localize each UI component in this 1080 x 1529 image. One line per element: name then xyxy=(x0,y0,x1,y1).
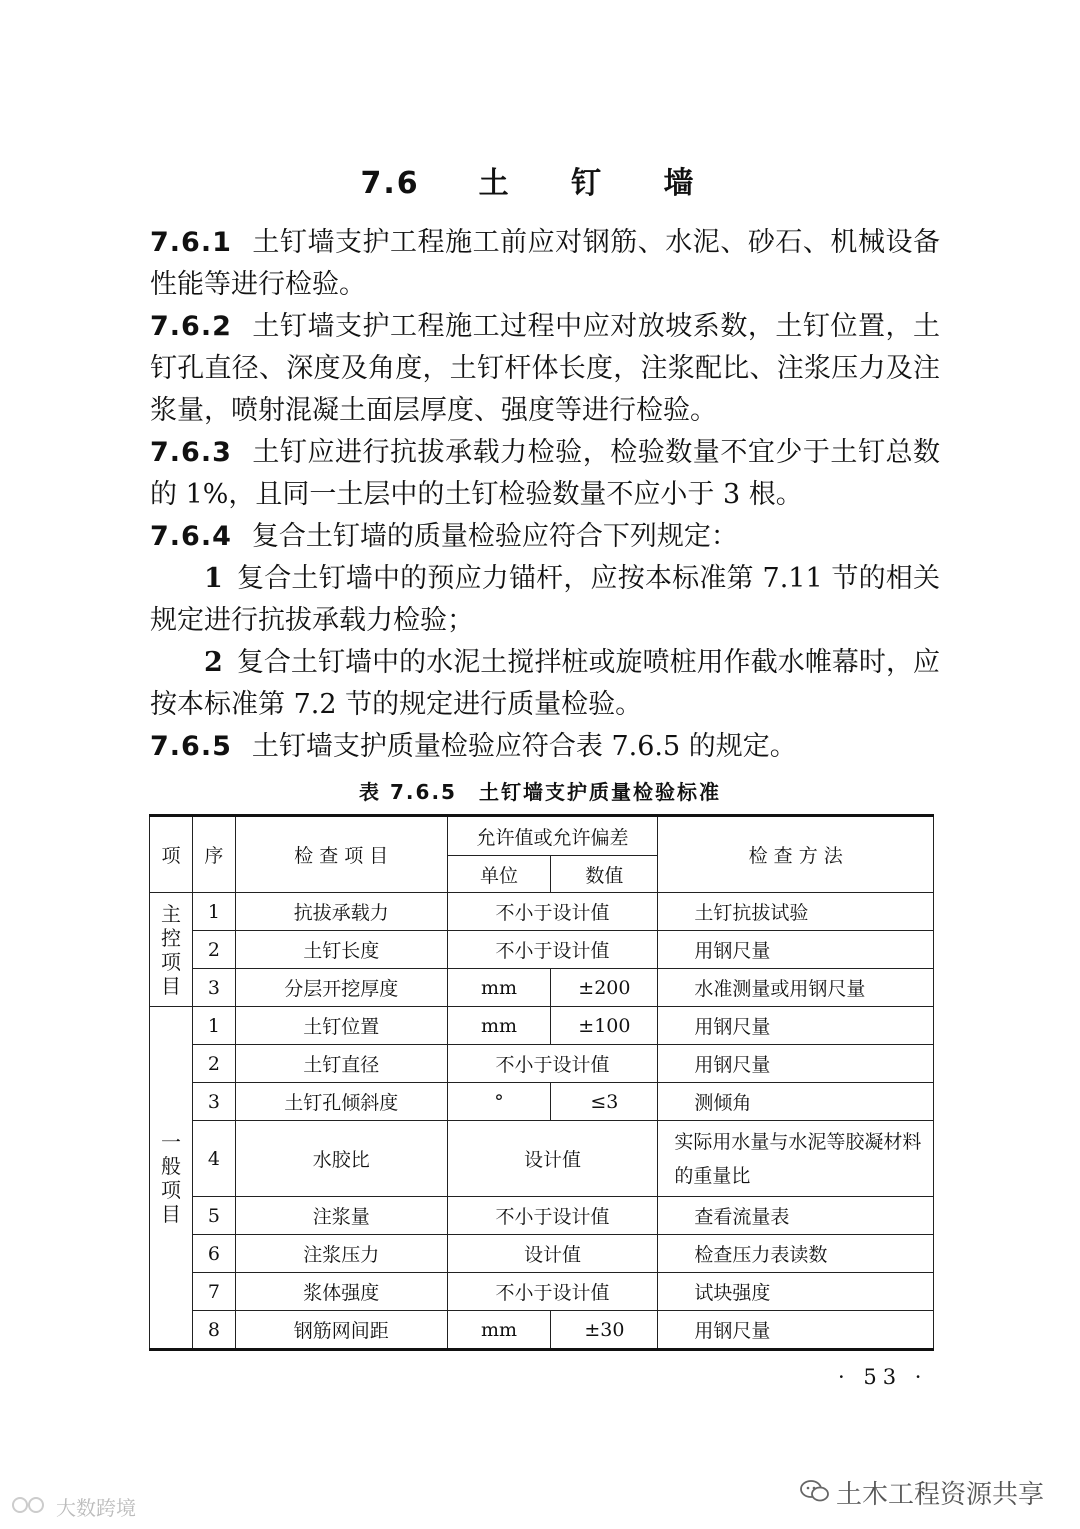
item-cell: 抗拔承载力 xyxy=(235,893,447,931)
seq-cell: 3 xyxy=(192,969,235,1007)
method-cell: 查看流量表 xyxy=(658,1197,934,1235)
seq-cell: 1 xyxy=(192,893,235,931)
method-cell: 用钢尺量 xyxy=(658,931,934,969)
clause-text: 土钉墙支护工程施工过程中应对放坡系数，土钉位置，土钉孔直径、深度及角度，土钉杆体长度，注浆配比、注浆压力及注浆量，喷射混凝土面层厚度、强度等进行检验。 xyxy=(150,311,940,426)
table-row xyxy=(150,1235,934,1273)
header-method: 检 查 方 法 xyxy=(658,816,934,893)
seq-cell: 7 xyxy=(192,1273,235,1311)
allow-merged-cell: 不小于设计值 xyxy=(447,931,658,969)
method-cell: 用钢尺量 xyxy=(658,1311,934,1350)
clause-text: 复合土钉墙的质量检验应符合下列规定： xyxy=(251,521,738,552)
clause-item-2 xyxy=(150,642,940,726)
header-value: 数值 xyxy=(551,856,658,893)
header-seq: 序 xyxy=(192,816,235,893)
unit-cell: mm xyxy=(447,1311,551,1350)
seq-cell: 2 xyxy=(192,931,235,969)
item-cell: 注浆压力 xyxy=(235,1235,447,1273)
clause-item-1 xyxy=(150,558,940,642)
clause-text: 土钉墙支护工程施工前应对钢筋、水泥、砂石、机械设备性能等进行检验。 xyxy=(150,227,940,300)
item-text: 复合土钉墙中的水泥土搅拌桩或旋喷桩用作截水帷幕时，应按本标准第 7.2 节的规定进行质量检验。 xyxy=(150,647,940,720)
brand-logo-icon xyxy=(10,1495,50,1520)
item-cell: 土钉孔倾斜度 xyxy=(235,1083,447,1121)
item-cell: 浆体强度 xyxy=(235,1273,447,1311)
header-unit: 单位 xyxy=(447,856,551,893)
item-cell: 土钉长度 xyxy=(235,931,447,969)
general-category-label: 一般项目 xyxy=(160,1129,181,1226)
section-name: 土 钉 墙 xyxy=(478,166,720,201)
value-cell: ±30 xyxy=(551,1311,658,1350)
clause-7-6-3 xyxy=(150,432,940,516)
item-cell: 分层开挖厚度 xyxy=(235,969,447,1007)
table-row xyxy=(150,893,934,931)
page-number: · 53 · xyxy=(838,1365,928,1389)
table-row xyxy=(150,1311,934,1350)
item-cell: 土钉直径 xyxy=(235,1045,447,1083)
clause-number: 7.6.5 xyxy=(150,731,232,762)
table-row xyxy=(150,1007,934,1045)
header-item: 检 查 项 目 xyxy=(235,816,447,893)
seq-cell: 3 xyxy=(192,1083,235,1121)
seq-cell: 4 xyxy=(192,1121,235,1197)
value-cell: ≤3 xyxy=(551,1083,658,1121)
clause-number: 7.6.2 xyxy=(150,311,232,342)
allow-merged-cell: 不小于设计值 xyxy=(447,1273,658,1311)
clause-text: 土钉应进行抗拔承载力检验，检验数量不宜少于土钉总数的 1%，且同一土层中的土钉检验数量不应小于 3 根。 xyxy=(150,437,940,510)
quality-standard-table xyxy=(149,814,934,1351)
item-cell: 注浆量 xyxy=(235,1197,447,1235)
table-row xyxy=(150,1083,934,1121)
section-number: 7.6 xyxy=(360,166,420,201)
seq-cell: 5 xyxy=(192,1197,235,1235)
method-cell: 土钉抗拔试验 xyxy=(658,893,934,931)
item-cell: 土钉位置 xyxy=(235,1007,447,1045)
allow-merged-cell: 设计值 xyxy=(447,1235,658,1273)
table-row xyxy=(150,969,934,1007)
general-category-cell xyxy=(150,1007,193,1350)
seq-cell: 6 xyxy=(192,1235,235,1273)
watermark-left-text: 大数跨境 xyxy=(56,1496,136,1520)
clause-7-6-1 xyxy=(150,222,940,306)
method-text: 实际用水量与水泥等胶凝材料的重量比 xyxy=(674,1130,922,1187)
method-cell: 测倾角 xyxy=(658,1083,934,1121)
section-title xyxy=(0,158,1080,202)
main-category-label: 主控项目 xyxy=(160,901,181,998)
allow-merged-cell: 不小于设计值 xyxy=(447,893,658,931)
method-cell: 试块强度 xyxy=(658,1273,934,1311)
table-row xyxy=(150,1273,934,1311)
allow-merged-cell: 不小于设计值 xyxy=(447,1045,658,1083)
value-cell: ±100 xyxy=(551,1007,658,1045)
watermark-left xyxy=(10,1492,136,1521)
clause-number: 7.6.1 xyxy=(150,227,232,258)
clause-number: 7.6.4 xyxy=(150,521,232,552)
allow-merged-cell: 不小于设计值 xyxy=(447,1197,658,1235)
clause-7-6-2 xyxy=(150,306,940,432)
watermark-right xyxy=(800,1474,1044,1511)
method-cell xyxy=(658,1121,934,1197)
value-cell: ±200 xyxy=(551,969,658,1007)
wechat-icon xyxy=(800,1479,830,1510)
table-row xyxy=(150,1197,934,1235)
clause-text: 土钉墙支护质量检验应符合表 7.6.5 的规定。 xyxy=(251,731,797,762)
method-cell: 用钢尺量 xyxy=(658,1045,934,1083)
unit-cell: mm xyxy=(447,969,551,1007)
seq-cell: 1 xyxy=(192,1007,235,1045)
watermark-right-text: 土木工程资源共享 xyxy=(836,1480,1045,1510)
allow-merged-cell: 设计值 xyxy=(447,1121,658,1197)
seq-cell: 2 xyxy=(192,1045,235,1083)
clause-7-6-4 xyxy=(150,516,940,558)
method-cell: 用钢尺量 xyxy=(658,1007,934,1045)
item-cell: 水胶比 xyxy=(235,1121,447,1197)
item-number: 1 xyxy=(204,563,223,594)
table-row xyxy=(150,1121,934,1197)
item-number: 2 xyxy=(204,647,223,678)
clause-7-6-5 xyxy=(150,726,940,768)
header-category: 项 xyxy=(150,816,193,893)
unit-cell: ° xyxy=(447,1083,551,1121)
table-header-row xyxy=(150,816,934,856)
seq-cell: 8 xyxy=(192,1311,235,1350)
item-cell: 钢筋网间距 xyxy=(235,1311,447,1350)
table-row xyxy=(150,931,934,969)
clauses-body xyxy=(150,222,940,768)
table-caption: 表 7.6.5 土钉墙支护质量检验标准 xyxy=(359,780,721,804)
clause-number: 7.6.3 xyxy=(150,437,232,468)
main-category-cell xyxy=(150,893,193,1007)
method-cell: 检查压力表读数 xyxy=(658,1235,934,1273)
method-cell: 水准测量或用钢尺量 xyxy=(658,969,934,1007)
unit-cell: mm xyxy=(447,1007,551,1045)
item-text: 复合土钉墙中的预应力锚杆，应按本标准第 7.11 节的相关规定进行抗拔承载力检验； xyxy=(150,563,940,636)
header-allow: 允许值或允许偏差 xyxy=(447,816,658,856)
table-row xyxy=(150,1045,934,1083)
